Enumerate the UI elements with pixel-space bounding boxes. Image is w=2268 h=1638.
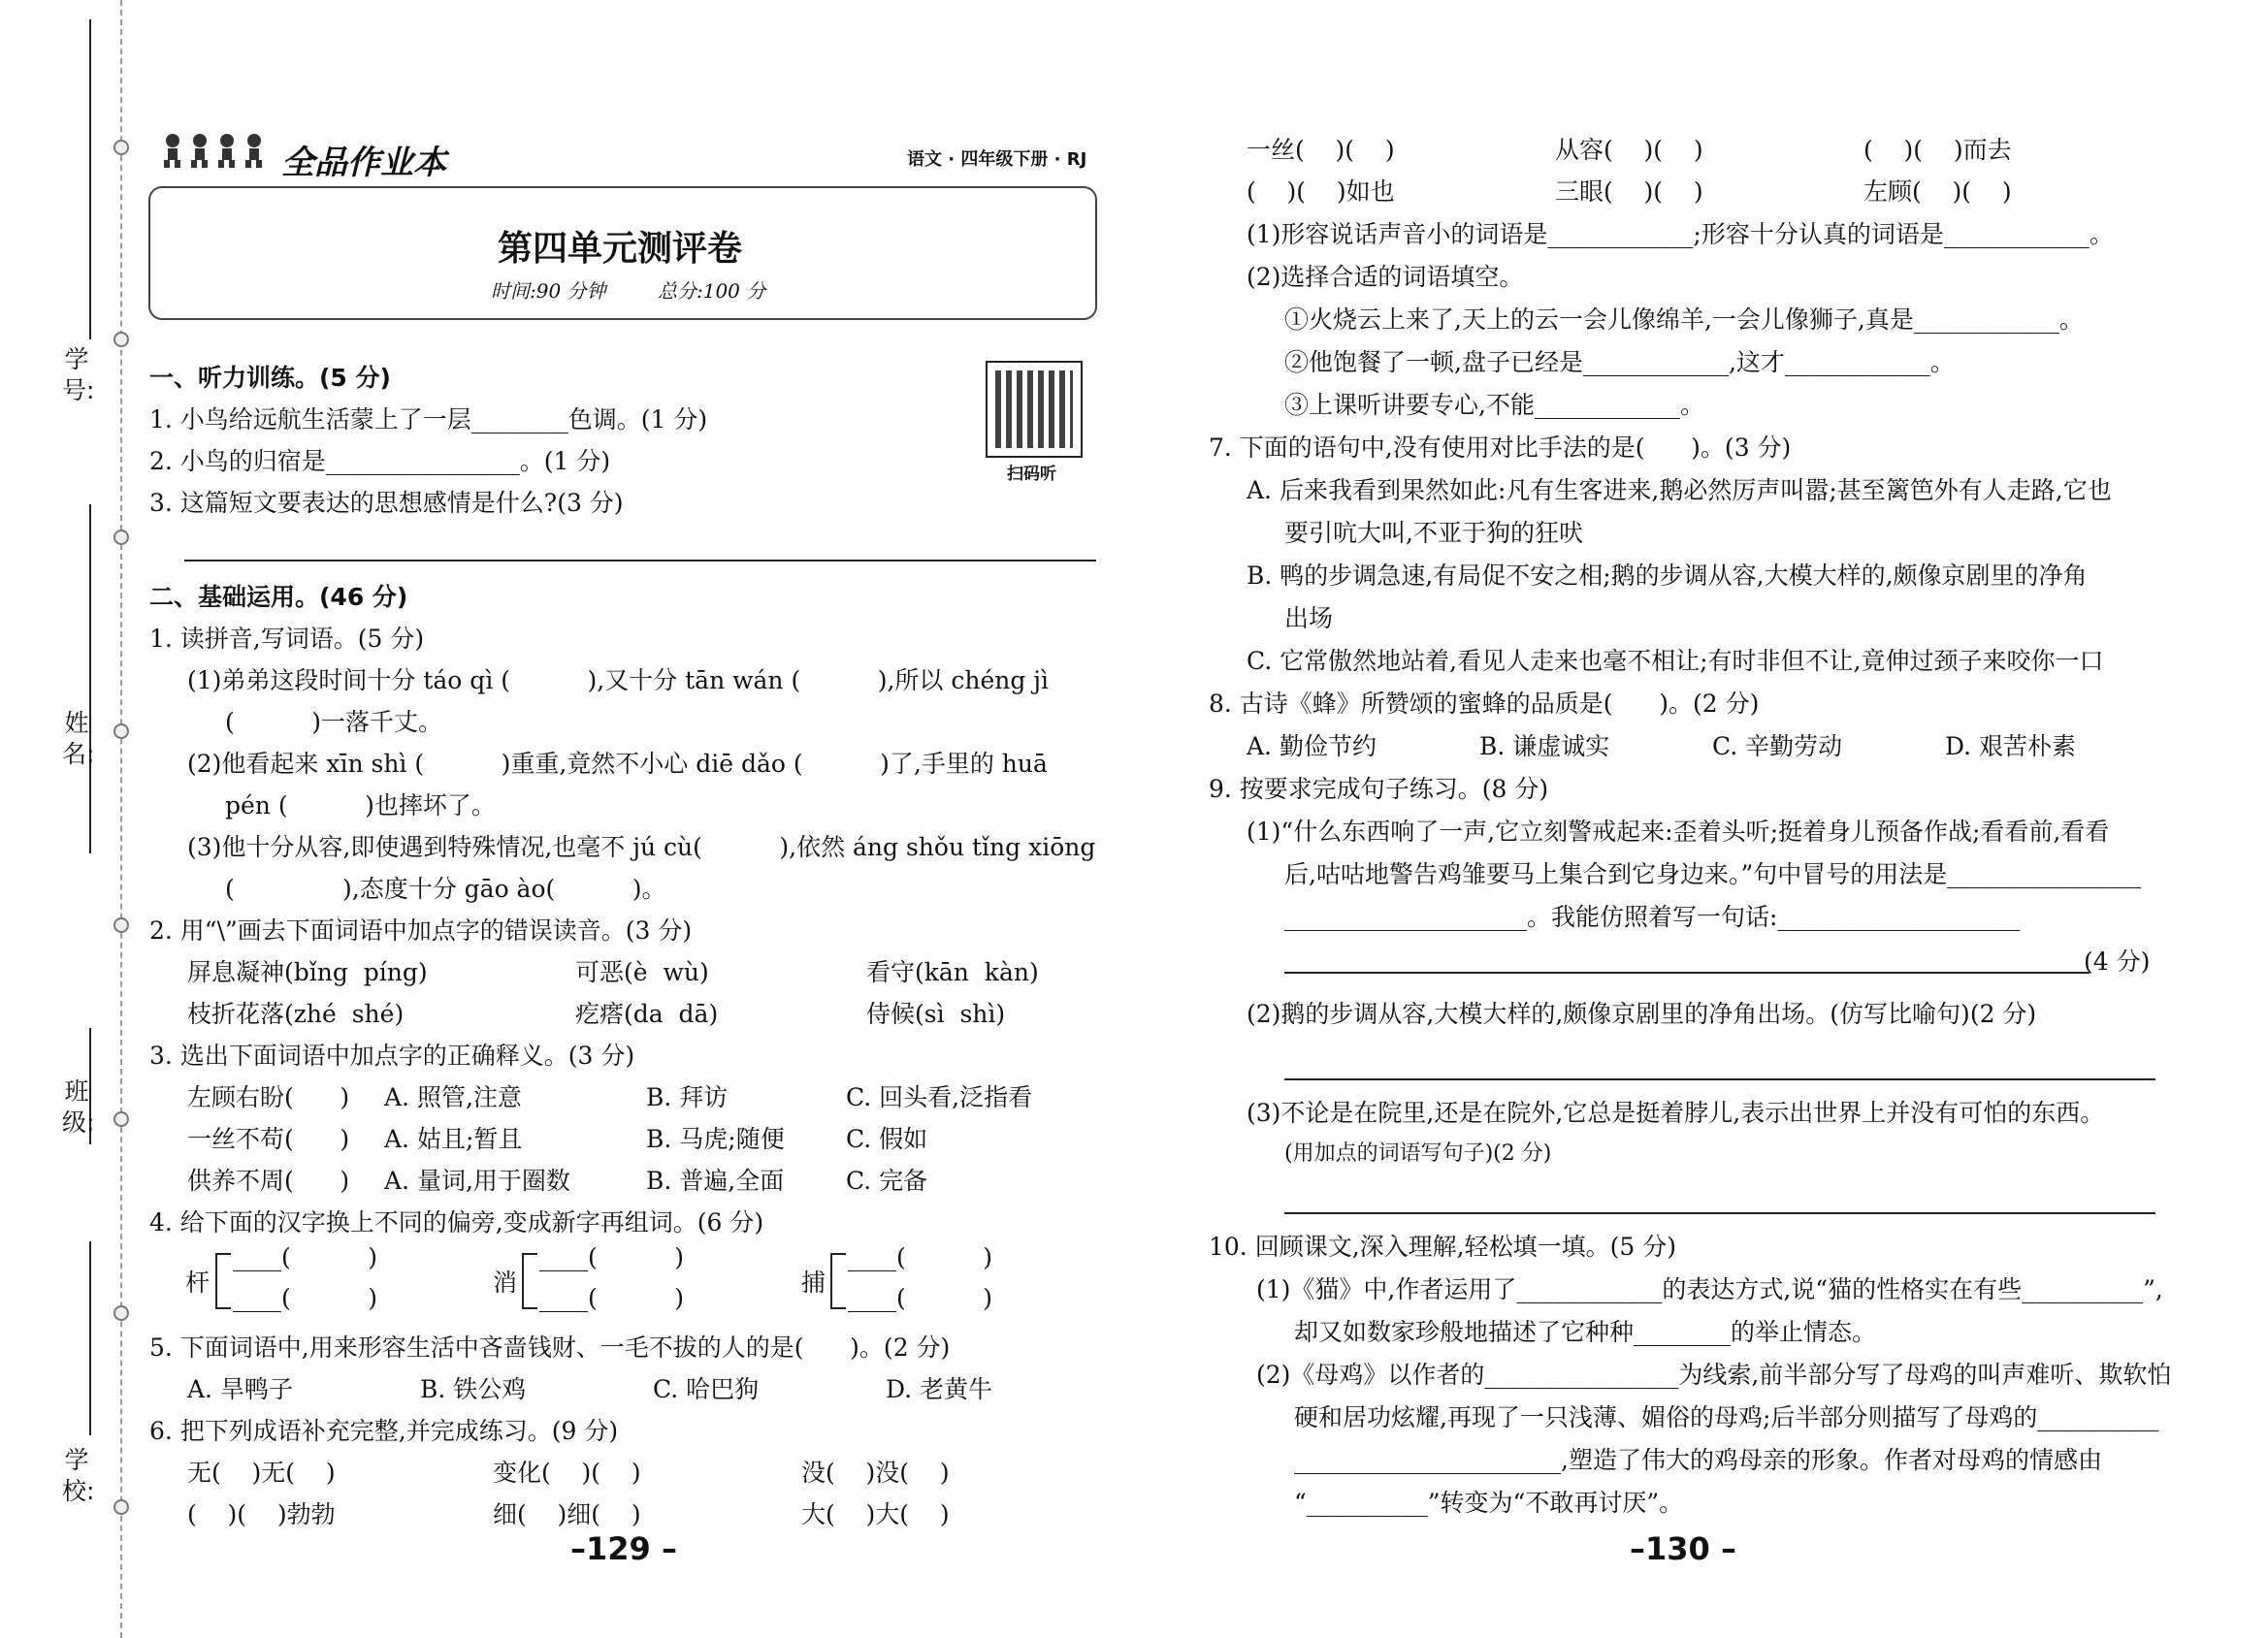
option-item: D. 老黄牛 — [886, 1375, 993, 1403]
binding-label-student-id: 学号: — [62, 345, 95, 404]
binding-hole — [113, 1499, 129, 1515]
question-text: 7. 下面的语句中,没有使用对比手法的是( )。(3 分) — [1209, 434, 1792, 462]
option-item: 左顾右盼( ) — [187, 1083, 350, 1111]
question-text: ②他饱餐了一顿,盘子已经是____________,这才____________。 — [1284, 348, 1955, 376]
idiom-blank[interactable]: 变化( )( ) — [493, 1459, 641, 1487]
option-item: A. 姑且;暂且 — [384, 1125, 523, 1153]
option-item: B. 马虎;随便 — [646, 1125, 785, 1153]
question-text: 2. 用“\”画去下面词语中加点字的错误读音。(3 分) — [149, 916, 693, 945]
question-text: ( ),态度十分 gāo ào( )。 — [225, 875, 666, 903]
idiom-blank[interactable]: 从容( )( ) — [1555, 136, 1703, 164]
binding-hole — [113, 1111, 129, 1127]
binding-hole — [113, 1305, 129, 1321]
binding-hole — [113, 917, 129, 933]
question-text: ____________________。我能仿照着写一句话:____________________ — [1284, 903, 2021, 931]
option-item: B. 铁公鸡 — [420, 1375, 527, 1403]
option-item: 侍候(sì shì) — [866, 1000, 1006, 1028]
question-text: “__________”转变为“不敢再讨厌”。 — [1294, 1489, 1684, 1517]
idiom-blank[interactable]: 无( )无( ) — [187, 1459, 336, 1487]
question-text: 6. 把下列成语补充完整,并完成练习。(9 分) — [149, 1417, 619, 1445]
option-item: C. 完备 — [846, 1167, 928, 1195]
question-text: ______________________,塑造了伟大的鸡母亲的形象。作者对母鸡的情感由 — [1294, 1446, 2102, 1474]
idiom-blank[interactable]: ( )( )勃勃 — [187, 1500, 336, 1528]
question-text: 9. 按要求完成句子练习。(8 分) — [1209, 775, 1549, 803]
exam-title: 第四单元测评卷 — [498, 229, 743, 269]
exam-total-score: 总分:100 分 — [658, 279, 766, 303]
qr-label: 扫码听 — [1007, 465, 1056, 484]
section-heading: 一、听力训练。(5 分) — [149, 364, 391, 392]
blank-pair[interactable]: ____( ) — [539, 1284, 684, 1312]
option-item: A. 勤俭节约 — [1247, 732, 1377, 760]
brace — [522, 1253, 537, 1309]
brace — [830, 1253, 846, 1309]
option-item: B. 拜访 — [646, 1083, 729, 1111]
option-item: 可恶(è wù) — [575, 958, 709, 986]
idiom-blank[interactable]: 左顾( )( ) — [1863, 177, 2012, 206]
question-text: (3)不论是在院里,还是在院外,它总是挺着脖儿,表示出世界上并没有可怕的东西。 — [1247, 1099, 2105, 1127]
option-item: A. 后来我看到果然如此:凡有生客进来,鹅必然厉声叫嚣;甚至篱笆外有人走路,它也 — [1247, 476, 2112, 504]
question-text: ①火烧云上来了,天上的云一会儿像绵羊,一会儿像狮子,真是____________。 — [1284, 305, 2084, 334]
question-text: (2)选择合适的词语填空。 — [1247, 263, 1524, 291]
char-xiao: 消 — [493, 1269, 518, 1297]
option-item: C. 辛勤劳动 — [1712, 732, 1843, 760]
question-text: (1)《猫》中,作者运用了____________的表达方式,说“猫的性格实在有些__________”, — [1256, 1275, 2163, 1303]
idiom-blank[interactable]: 三眼( )( ) — [1555, 177, 1703, 206]
question-note: (用加点的词语写句子)(2 分) — [1284, 1141, 1552, 1166]
option-item: A. 旱鸭子 — [187, 1375, 293, 1403]
option-item: 一丝不苟( ) — [187, 1125, 350, 1153]
idiom-blank[interactable]: 一丝( )( ) — [1247, 136, 1395, 164]
binding-dashed-line — [120, 0, 122, 1638]
question-text: 8. 古诗《蜂》所赞颂的蜜蜂的品质是( )。(2 分) — [1209, 690, 1760, 718]
blank-pair[interactable]: ____( ) — [233, 1284, 377, 1312]
option-item: 看守(kān kàn) — [866, 958, 1039, 986]
page-number: –130 – — [1630, 1530, 1736, 1567]
option-item: D. 艰苦朴素 — [1945, 732, 2077, 760]
answer-line[interactable] — [1284, 972, 2090, 974]
question-text: (1)“什么东西响了一声,它立刻警戒起来:歪着头听;挺着身儿预备作战;看看前,看看 — [1247, 818, 2110, 846]
answer-line[interactable] — [1284, 1078, 2155, 1080]
question-text: ③上课听讲要专心,不能____________。 — [1284, 391, 1704, 419]
question-text: 3. 选出下面词语中加点字的正确释义。(3 分) — [149, 1042, 635, 1070]
option-item: A. 量词,用于圈数 — [384, 1167, 570, 1195]
question-text: (3)他十分从容,即使遇到特殊情况,也毫不 jú cù( ),依然 áng shǒu tǐng xiōng — [187, 833, 1096, 861]
score-note: (4 分) — [2084, 947, 2151, 976]
option-item: A. 照管,注意 — [384, 1083, 522, 1111]
option-item: B. 普遍,全面 — [646, 1167, 785, 1195]
binding-hole — [113, 332, 129, 347]
question-text: (2)《母鸡》以作者的________________为线索,前半部分写了母鸡的叫声难听、欺软怕 — [1256, 1361, 2172, 1389]
blank-pair[interactable]: ____( ) — [539, 1243, 684, 1271]
question-text: 4. 给下面的汉字换上不同的偏旁,变成新字再组词。(6 分) — [149, 1208, 764, 1237]
idiom-blank[interactable]: ( )( )而去 — [1863, 136, 2012, 164]
char-gan: 杆 — [185, 1269, 211, 1297]
question-text: 2. 小鸟的归宿是________________。(1 分) — [149, 447, 611, 475]
binding-label-class: 班级: — [62, 1077, 95, 1137]
option-item: B. 鸭的步调急速,有局促不安之相;鹅的步调从容,大模大样的,颇像京剧里的净角 — [1247, 562, 2088, 590]
option-item: C. 它常傲然地站着,看见人走来也毫不相让;有时非但不让,竟伸过颈子来咬你一口 — [1247, 647, 2104, 675]
brand-figures-icon — [161, 132, 272, 171]
question-text: ( )一落千丈。 — [225, 708, 442, 736]
subject-label: 语文 · 四年级下册 · RJ — [907, 149, 1087, 170]
qr-code[interactable] — [986, 361, 1083, 458]
question-text: 5. 下面词语中,用来形容生活中吝啬钱财、一毛不拔的人的是( )。(2 分) — [149, 1333, 951, 1362]
binding-hole — [113, 530, 129, 545]
binding-label-school: 学校: — [62, 1446, 95, 1505]
binding-solid-line — [89, 1241, 91, 1435]
question-text: (1)形容说话声音小的词语是____________;形容十分认真的词语是____________。 — [1247, 220, 2114, 248]
char-bu: 捕 — [801, 1269, 826, 1297]
question-text: pén ( )也摔坏了。 — [225, 791, 496, 819]
question-text: (2)鹅的步调从容,大模大样的,颇像京剧里的净角出场。(仿写比喻句)(2 分) — [1247, 1000, 2037, 1028]
idiom-blank[interactable]: 没( )没( ) — [801, 1459, 950, 1487]
answer-line[interactable] — [1284, 1212, 2155, 1214]
page-number: –129 – — [570, 1530, 677, 1567]
brand-logo: 全品作业本 — [281, 144, 446, 182]
question-text: 10. 回顾课文,深入理解,轻松填一填。(5 分) — [1209, 1233, 1676, 1261]
binding-label-name: 姓名: — [62, 709, 95, 768]
brace — [215, 1253, 231, 1309]
question-text: 3. 这篇短文要表达的思想感情是什么?(3 分) — [149, 489, 624, 517]
option-item: 枝折花落(zhé shé) — [187, 1000, 405, 1028]
binding-solid-line — [89, 19, 91, 339]
answer-line[interactable] — [184, 560, 1096, 562]
idiom-blank[interactable]: 大( )大( ) — [801, 1500, 950, 1528]
question-text: 1. 小鸟给远航生活蒙上了一层________色调。(1 分) — [149, 405, 708, 434]
section-heading: 二、基础运用。(46 分) — [149, 583, 408, 611]
blank-pair[interactable]: ____( ) — [848, 1243, 992, 1271]
question-text: 硬和居功炫耀,再现了一只浅薄、媚俗的母鸡;后半部分则描写了母鸡的__________ — [1294, 1403, 2159, 1431]
option-item: C. 假如 — [846, 1125, 928, 1153]
option-item: 出场 — [1284, 604, 1334, 632]
binding-solid-line — [89, 504, 91, 853]
option-item: 供养不周( ) — [187, 1167, 350, 1195]
idiom-blank[interactable]: 细( )细( ) — [493, 1500, 641, 1528]
option-item: 屏息凝神(bǐng píng) — [187, 958, 428, 986]
question-text: (1)弟弟这段时间十分 táo qì ( ),又十分 tān wán ( ),所以 chéng jì — [187, 666, 1050, 694]
binding-hole — [113, 723, 129, 739]
blank-pair[interactable]: ____( ) — [848, 1284, 992, 1312]
option-item: 疙瘩(da dā) — [575, 1000, 719, 1028]
idiom-blank[interactable]: ( )( )如也 — [1247, 177, 1395, 206]
option-item: B. 谦虚诚实 — [1479, 732, 1610, 760]
question-text: 1. 读拼音,写词语。(5 分) — [149, 625, 425, 653]
question-text: 后,咕咕地警告鸡雏要马上集合到它身边来。”句中冒号的用法是________________ — [1284, 860, 2142, 888]
blank-pair[interactable]: ____( ) — [233, 1243, 377, 1271]
option-item: C. 回头看,泛指看 — [846, 1083, 1033, 1111]
binding-hole — [113, 140, 129, 155]
question-text: (2)他看起来 xīn shì ( )重重,竟然不小心 diē dǎo ( )了,手里的 huā — [187, 750, 1048, 778]
exam-time: 时间:90 分钟 — [491, 279, 606, 303]
option-item: C. 哈巴狗 — [653, 1375, 760, 1403]
option-item: 要引吭大叫,不亚于狗的狂吠 — [1284, 519, 1583, 547]
question-text: 却又如数家珍般地描述了它种种________的举止情态。 — [1294, 1318, 1877, 1346]
